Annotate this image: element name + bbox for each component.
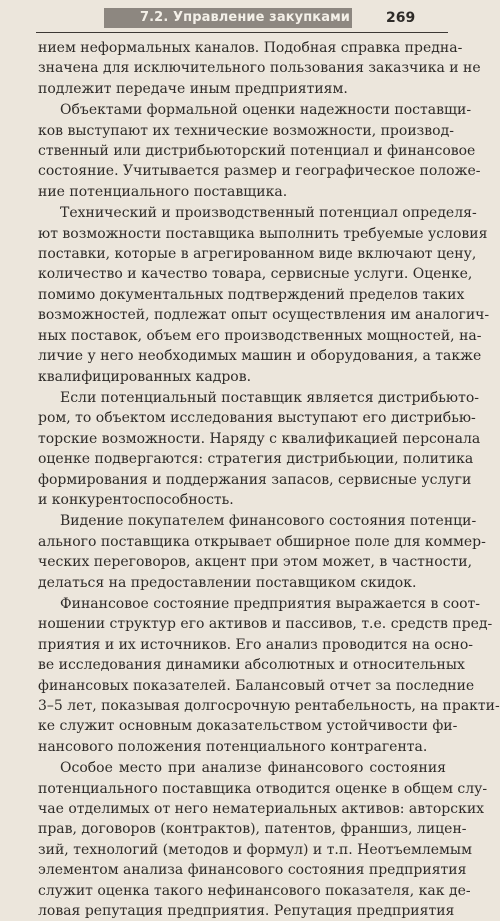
text-line: личие у него необходимых машин и оборудования, а также bbox=[38, 348, 482, 365]
text-line: потенциального поставщика отводится оценке в общем слу- bbox=[38, 780, 488, 797]
text-line: элементом анализа финансового состояния предприятия bbox=[38, 862, 467, 879]
text-line: формирования и поддержания запасов, сервисные услуги bbox=[38, 471, 472, 488]
text-line: ков выступают их технические возможности, производ- bbox=[38, 122, 454, 139]
text-line: количество и качество товара, сервисные услуги. Оценке, bbox=[38, 266, 473, 283]
text-line: ношении структур его активов и пассивов, т.е. средств пред- bbox=[38, 616, 493, 633]
text-line: прав, договоров (контрактов), патентов, франшиз, лицен- bbox=[38, 821, 467, 838]
text-line: помимо документальных подтверждений пределов таких bbox=[38, 286, 465, 303]
paragraph bbox=[38, 511, 486, 593]
text-line: ных поставок, объем его производственных мощностей, на- bbox=[38, 327, 482, 344]
text-line: Объектами формальной оценки надежности поставщи- bbox=[60, 102, 472, 119]
text-line: Если потенциальный поставщик является дистрибьюто- bbox=[60, 389, 479, 406]
paragraph bbox=[38, 100, 481, 202]
text-line: приятия и их источников. Его анализ проводится на осно- bbox=[38, 636, 474, 653]
text-line: оценке подвергаются: стратегия дистрибьюции, политика bbox=[38, 451, 474, 468]
text-line: служит оценка такого нефинансового показателя, как де- bbox=[38, 882, 471, 899]
paragraph bbox=[38, 388, 481, 510]
text-line: и конкурентоспособность. bbox=[38, 491, 234, 508]
paragraph bbox=[38, 594, 500, 757]
text-line: 3–5 лет, показывая долгосрочную рентабельность, на практи- bbox=[38, 698, 500, 714]
text-line: значена для исключительного пользования заказчика и не bbox=[38, 60, 481, 77]
paragraph bbox=[38, 203, 490, 387]
text-line: Видение покупателем финансового состояния потенци- bbox=[60, 513, 477, 530]
text-line: Финансовое состояние предприятия выражается в соот- bbox=[60, 595, 481, 612]
paragraph bbox=[38, 38, 481, 99]
text-line: поставки, которые в агрегированном виде включают цену, bbox=[38, 246, 477, 263]
text-line: ке служит основным доказательством устойчивости фи- bbox=[38, 718, 458, 735]
text-line: зий, технологий (методов и формул) и т.п. Неотъемлемым bbox=[38, 841, 472, 858]
text-line: подлежит передаче иным предприятиям. bbox=[38, 80, 348, 97]
text-line: нием неформальных каналов. Подобная справка предна- bbox=[38, 40, 463, 56]
text-line: Особое место при анализе финансового состояния bbox=[60, 760, 446, 777]
text-line: торские возможности. Наряду с квалификацией персонала bbox=[38, 430, 481, 447]
text-line: ческих переговоров, акцент при этом может, в частности, bbox=[38, 554, 473, 571]
text-line: финансовых показателей. Балансовый отчет за последние bbox=[38, 677, 475, 694]
text-line: ние потенциального поставщика. bbox=[38, 183, 288, 200]
text-line: ют возможности поставщика выполнить требуемые условия bbox=[38, 225, 488, 242]
text-line: ловая репутация предприятия. Репутация предприятия bbox=[38, 903, 455, 920]
text-line: нансового положения потенциального контрагента. bbox=[38, 738, 428, 755]
body-text bbox=[38, 38, 500, 921]
paragraph bbox=[38, 758, 488, 921]
running-head: 7.2. Управление закупками bbox=[140, 10, 351, 25]
page-header bbox=[0, 6, 476, 32]
text-line: состояние. Учитывается размер и географическое положе- bbox=[38, 163, 481, 180]
text-line: квалифицированных кадров. bbox=[38, 368, 252, 385]
text-line: ственный или дистрибьюторский потенциал и финансовое bbox=[38, 143, 476, 160]
text-line: ве исследования динамики абсолютных и относительных bbox=[38, 657, 465, 674]
text-line: чае отделимых от него нематериальных активов: авторских bbox=[38, 801, 485, 818]
text-line: Технический и производственный потенциал определя- bbox=[60, 205, 477, 222]
header-rule bbox=[36, 32, 448, 33]
text-line: ром, то объектом исследования выступают его дистрибью- bbox=[38, 410, 476, 427]
text-line: ального поставщика открывает обширное поле для коммер- bbox=[38, 533, 486, 550]
text-line: делаться на предоставлении поставщиком скидок. bbox=[38, 574, 417, 591]
text-line: возможностей, подлежат опыт осуществления им аналогич- bbox=[38, 307, 490, 324]
page-number: 269 bbox=[386, 10, 416, 26]
